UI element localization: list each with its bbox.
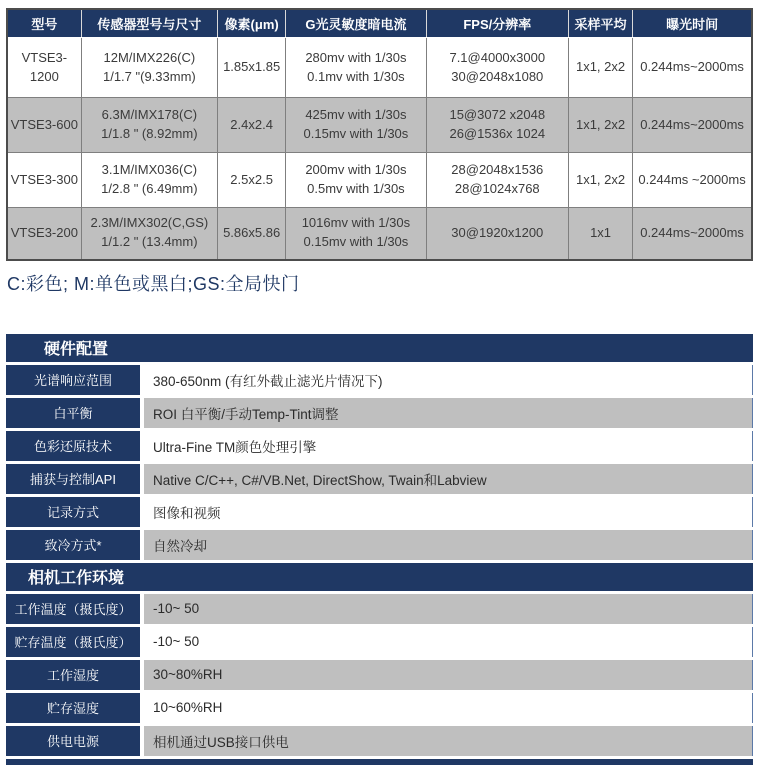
- spec-value: 图像和视频: [144, 497, 753, 527]
- column-header: FPS/分辨率: [426, 9, 568, 38]
- table-cell: 425mv with 1/30s 0.15mv with 1/30s: [286, 98, 426, 153]
- spec-value: Ultra-Fine TM颜色处理引擎: [144, 431, 753, 461]
- table-cell: 3.1M/IMX036(C) 1/2.8 " (6.49mm): [81, 153, 217, 208]
- table-cell: 15@3072 x2048 26@1536x 1024: [426, 98, 568, 153]
- table-cell: 2.4x2.4: [218, 98, 286, 153]
- bottom-accent-bar: [6, 759, 753, 765]
- table-cell: VTSE3-300: [7, 153, 81, 208]
- column-header: G光灵敏度暗电流: [286, 9, 426, 38]
- column-header: 曝光时间: [633, 9, 752, 38]
- section-header: [6, 334, 753, 362]
- spec-label: 贮存湿度: [6, 693, 140, 723]
- spec-label: 捕获与控制API: [6, 464, 140, 494]
- table-cell: 1x1: [568, 208, 632, 260]
- column-header: 传感器型号与尺寸: [81, 9, 217, 38]
- table-cell: 1x1, 2x2: [568, 38, 632, 98]
- spec-row: [6, 464, 753, 494]
- spec-label: 供电电源: [6, 726, 140, 756]
- spec-value: ROI 白平衡/手动Temp-Tint调整: [144, 398, 753, 428]
- column-header: 像素(μm): [218, 9, 286, 38]
- table-cell: VTSE3-600: [7, 98, 81, 153]
- spec-row: [6, 431, 753, 461]
- table-cell: 280mv with 1/30s 0.1mv with 1/30s: [286, 38, 426, 98]
- camera-models-table: [6, 8, 753, 261]
- table-cell: 28@2048x1536 28@1024x768: [426, 153, 568, 208]
- spec-row: [6, 398, 753, 428]
- table-cell: VTSE3-200: [7, 208, 81, 260]
- table-cell: 200mv with 1/30s 0.5mv with 1/30s: [286, 153, 426, 208]
- spec-value: 380-650nm (有红外截止滤光片情况下): [144, 365, 753, 395]
- spec-row: [6, 365, 753, 395]
- spec-label: 白平衡: [6, 398, 140, 428]
- table-cell: VTSE3-1200: [7, 38, 81, 98]
- model-row: [7, 38, 752, 98]
- spec-row: [6, 530, 753, 560]
- column-header: 采样平均: [568, 9, 632, 38]
- table-cell: 2.3M/IMX302(C,GS) 1/1.2 " (13.4mm): [81, 208, 217, 260]
- spec-value: 10~60%RH: [144, 693, 753, 723]
- table-cell: 0.244ms~2000ms: [633, 38, 752, 98]
- spec-label: 贮存温度（摄氏度）: [6, 627, 140, 657]
- spec-row: [6, 627, 753, 657]
- table-cell: 12M/IMX226(C) 1/1.7 "(9.33mm): [81, 38, 217, 98]
- table-cell: 1x1, 2x2: [568, 98, 632, 153]
- spec-label: 光谱响应范围: [6, 365, 140, 395]
- spec-row: [6, 497, 753, 527]
- spec-label: 色彩还原技术: [6, 431, 140, 461]
- spec-value: 自然冷却: [144, 530, 753, 560]
- table-cell: 1.85x1.85: [218, 38, 286, 98]
- table-header-row: [7, 9, 752, 38]
- column-header: 型号: [7, 9, 81, 38]
- spec-label: 记录方式: [6, 497, 140, 527]
- section-title: 硬件配置: [43, 341, 108, 358]
- table-cell: 7.1@4000x3000 30@2048x1080: [426, 38, 568, 98]
- spec-row: [6, 660, 753, 690]
- table-cell: 2.5x2.5: [218, 153, 286, 208]
- table-cell: 5.86x5.86: [218, 208, 286, 260]
- table-cell: 0.244ms ~2000ms: [633, 153, 752, 208]
- spec-label: 工作湿度: [6, 660, 140, 690]
- table-cell: 30@1920x1200: [426, 208, 568, 260]
- color-code-note: C:彩色; M:单色或黑白;GS:全局快门: [7, 273, 300, 294]
- model-row: [7, 208, 752, 260]
- spec-value: Native C/C++, C#/VB.Net, DirectShow, Twain和Labview: [144, 464, 753, 494]
- table-cell: 0.244ms~2000ms: [633, 208, 752, 260]
- spec-value: 相机通过USB接口供电: [144, 726, 753, 756]
- table-cell: 1016mv with 1/30s 0.15mv with 1/30s: [286, 208, 426, 260]
- spec-value: -10~ 50: [144, 627, 753, 657]
- table-cell: 6.3M/IMX178(C) 1/1.8 " (8.92mm): [81, 98, 217, 153]
- spec-row: [6, 594, 753, 624]
- spec-label: 工作温度（摄氏度）: [6, 594, 140, 624]
- spec-row: [6, 693, 753, 723]
- model-row: [7, 153, 752, 208]
- section-header: [6, 563, 753, 591]
- spec-row: [6, 726, 753, 756]
- spec-sections: [6, 334, 753, 756]
- table-cell: 1x1, 2x2: [568, 153, 632, 208]
- spec-label: 致冷方式*: [6, 530, 140, 560]
- model-row: [7, 98, 752, 153]
- table-cell: 0.244ms~2000ms: [633, 98, 752, 153]
- section-title: 相机工作环境: [27, 570, 124, 587]
- spec-value: -10~ 50: [144, 594, 753, 624]
- spec-value: 30~80%RH: [144, 660, 753, 690]
